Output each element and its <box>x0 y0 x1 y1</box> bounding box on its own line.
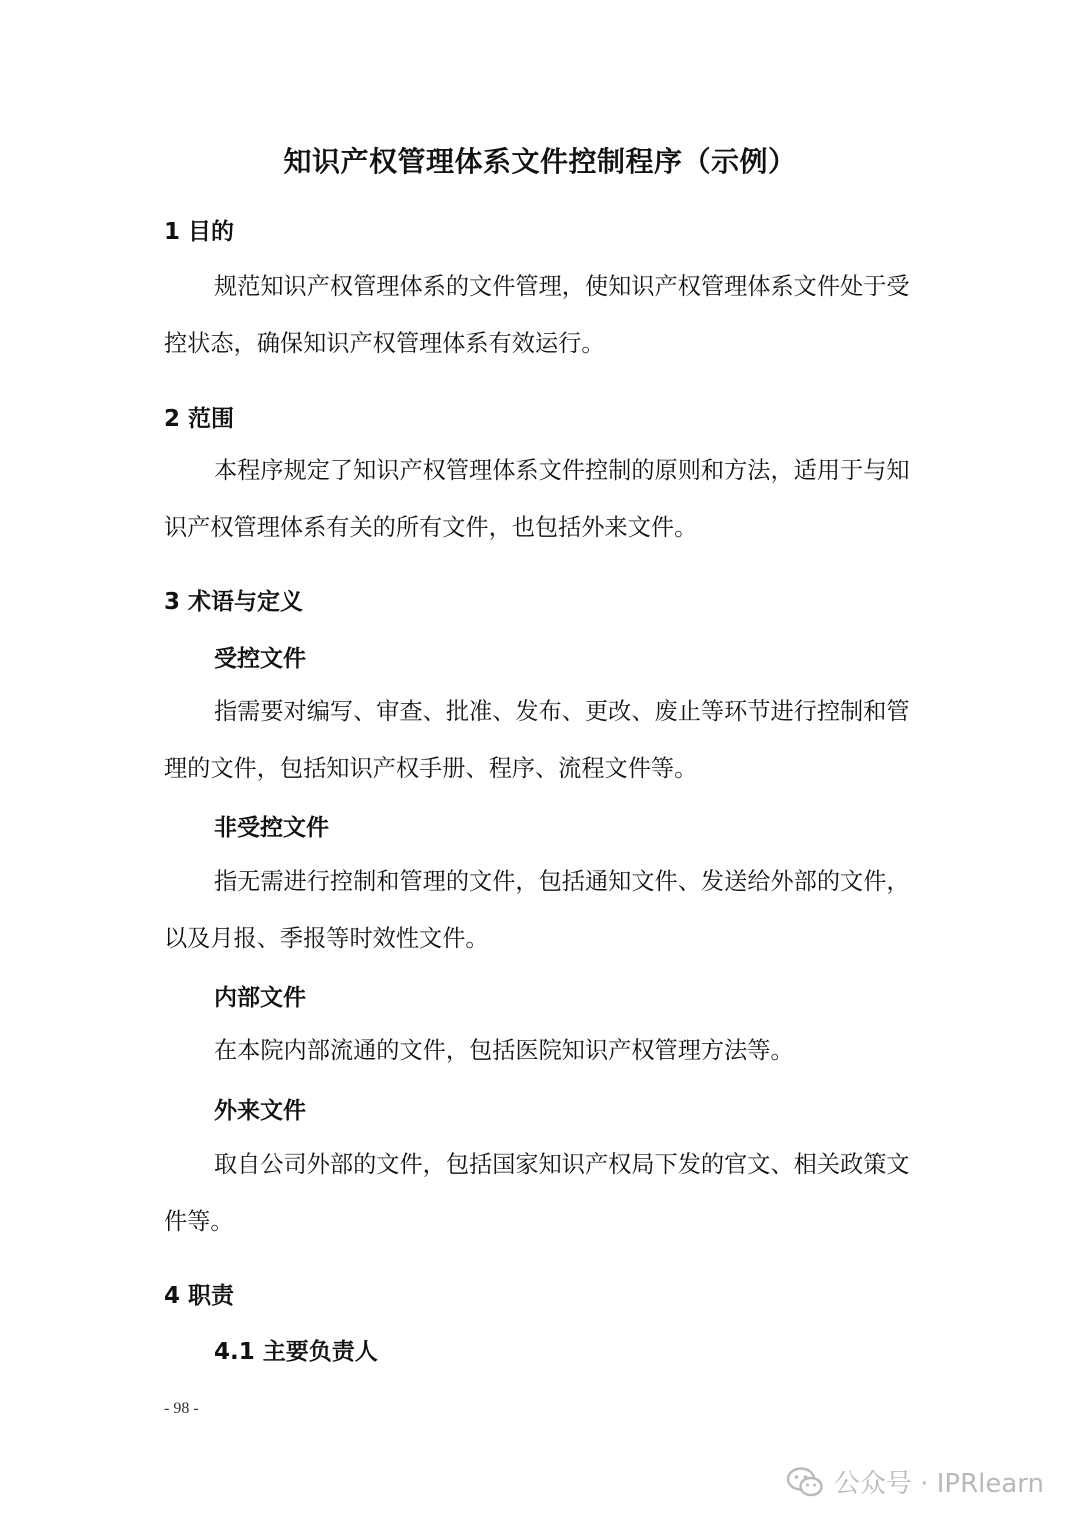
term-heading-external: 外来文件 <box>214 1098 306 1124</box>
term-heading-uncontrolled: 非受控文件 <box>214 815 329 841</box>
term-heading-internal: 内部文件 <box>214 985 306 1011</box>
term-definition-internal: 在本院内部流通的文件，包括医院知识产权管理方法等。 <box>214 1037 794 1064</box>
section-1-heading: 1 目的 <box>164 219 235 245</box>
section-2-paragraph: 本程序规定了知识产权管理体系文件控制的原则和方法，适用于与知识产权管理体系有关的所有文件，也包括外来文件。 <box>164 457 910 541</box>
term-definition-uncontrolled: 指无需进行控制和管理的文件，包括通知文件、发送给外部的文件，以及月报、季报等时效性文件。 <box>164 868 910 952</box>
page-number: - 98 - <box>164 1400 199 1417</box>
section-3-heading: 3 术语与定义 <box>164 589 304 615</box>
wechat-icon <box>786 1466 824 1498</box>
section-4-1-heading: 4.1 主要负责人 <box>214 1339 378 1365</box>
document-title: 知识产权管理体系文件控制程序（示例） <box>283 145 797 178</box>
watermark <box>786 1463 1044 1500</box>
term-heading-controlled: 受控文件 <box>214 646 306 672</box>
section-4-heading: 4 职责 <box>164 1283 235 1309</box>
section-2-heading: 2 范围 <box>164 406 235 432</box>
section-1-paragraph: 规范知识产权管理体系的文件管理，使知识产权管理体系文件处于受控状态，确保知识产权管理体系有效运行。 <box>164 273 910 357</box>
term-definition-external: 取自公司外部的文件，包括国家知识产权局下发的官文、相关政策文件等。 <box>164 1151 910 1235</box>
term-definition-controlled: 指需要对编写、审查、批准、发布、更改、废止等环节进行控制和管理的文件，包括知识产权手册、程序、流程文件等。 <box>164 698 910 782</box>
watermark-text: 公众号 · IPRlearn <box>833 1469 1044 1499</box>
